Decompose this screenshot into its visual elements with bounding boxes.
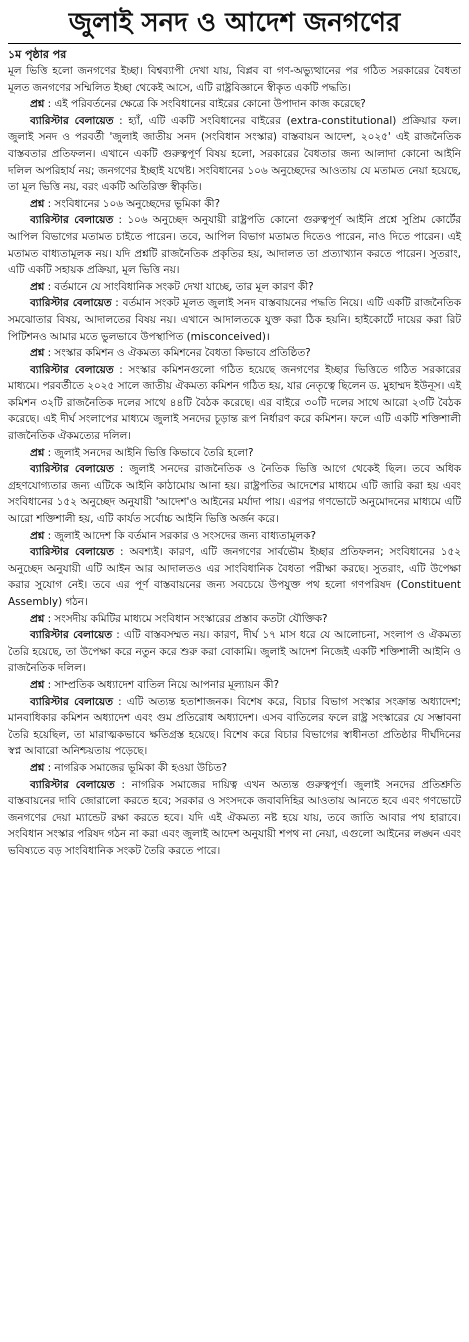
question-text: জুলাই আদেশ কি বর্তমান সরকার ও সংসদের জন্য বাধ্যতামূলক?: [54, 529, 317, 542]
answer-text: ১০৬ অনুচ্ছেদ অনুযায়ী রাষ্ট্রপতি কোনো গুরুত্বপূর্ণ আইনি প্রশ্নে সুপ্রিম কোর্টের আপিল বিভাগের মতামত চাইতে পারেন। তবে, আপিল বিভাগ মতামত দিতেও পারেন, নাও দিতে পারেন। এই মতামত বাধ্যতামূলক নয়। যদি প্রশ্নটি রাজনৈতিক প্রকৃতির হয়, আদালত তা প্রত্যাখ্যান করতে পারেন। সুতরাং, এটি একটি সহায়ক প্রক্রিয়া, মূল ভিত্তি নয়।: [8, 214, 462, 277]
answer-text: জুলাই সনদের রাজনৈতিক ও নৈতিক ভিত্তি আগে থেকেই ছিল। তবে অধিক গ্রহণযোগ্যতার জন্য এটিকে আইনি কাঠামোয় আনা হয়। রাষ্ট্রপতির আদেশের মাধ্যমে এটি জারি করা হয় এবং সংবিধানের ১৫২ অনুচ্ছেদ অনুযায়ী 'আদেশ'ও আইনের মর্যাদা পায়। এরপর গণভোটে অনুমোদনের মাধ্যমে এটি আরো শক্তিশালী হয়, এটি কার্যত সর্বোচ্চ আইনি ভিত্তি অর্জন করে।: [8, 463, 462, 526]
answer-7: ব্যারিস্টার বেলায়েত : এটি বাস্তবসম্মত নয়। কারণ, দীর্ঘ ১৭ মাস ধরে যে আলোচনা, সংলাপ ও ঐকমত্য তৈরি হয়েছে, তা উপেক্ষা করে নতুন করে শুরু করা বোকামি। জুলাই আদেশ নিজেই একটি শক্তিশালী আইনি ও রাজনৈতিক দলিল।: [8, 629, 462, 675]
question-8: প্রশ্ন : সাম্প্রতিক অধ্যাদেশ বাতিল নিয়ে আপনার মূল্যায়ন কী?: [30, 678, 280, 691]
answer-3: ব্যারিস্টার বেলায়েত : বর্তমান সংকট মূলত জুলাই সনদ বাস্তবায়নের পদ্ধতি নিয়ে। এটি একটি রাজনৈতিক সমঝোতার বিষয়, আদালতের বিষয় নয়। এখানে আদালতকে যুক্ত করা ঠিক হয়নি। হাইকোর্টে দায়ের করা রিট পিটিশনও আমার মতে ভুলভাবে উপস্থাপিত (misconceived)।: [8, 297, 461, 343]
answer-text: অবশ্যই। কারণ, এটি জনগণের সার্বভৌম ইচ্ছার প্রতিফলন; সংবিধানের ১৫২ অনুচ্ছেদ অনুযায়ী এটি আইন আর আদালতও এর সাংবিধানিক বৈধতা পরীক্ষা করছে। সুতরাং, এটি উপেক্ষা করার সুযোগ নেই। তবে এর পূর্ণ বাস্তবায়নের জন্য সবচেয়ে উপযুক্ত পথ হলো গণপরিষদ (Constituent Assembly) গঠন।: [8, 546, 462, 608]
continued-from-label: ১ম পৃষ্ঠার পর: [8, 48, 67, 61]
answer-text: বর্তমান সংকট মূলত জুলাই সনদ বাস্তবায়নের পদ্ধতি নিয়ে। এটি একটি রাজনৈতিক সমঝোতার বিষয়, আদালতের বিষয় নয়। এখানে আদালতকে যুক্ত করা ঠিক হয়নি। হাইকোর্টে দায়ের করা রিট পিটিশনও আমার মতে ভুলভাবে উপস্থাপিত (misconceived)।: [8, 297, 461, 343]
question-text: নাগরিক সমাজের ভূমিকা কী হওয়া উচিত?: [54, 761, 227, 774]
question-label: প্রশ্ন: [30, 529, 45, 542]
answer-text: এটি অত্যন্ত হতাশাজনক। বিশেষ করে, বিচার বিভাগ সংস্কার সংক্রান্ত অধ্যাদেশ; মানবাধিকার কমিশন অধ্যাদেশ এবং গুম প্রতিরোধ অধ্যাদেশ। এসব বাতিলের ফলে রাষ্ট্র সংস্কারের যে সম্ভাবনা তৈরি হয়েছিল, তা মারাত্মকভাবে ক্ষতিগ্রস্ত হয়েছে। বিশেষ করে বিচার বিভাগের স্বাধীনতা প্রতিষ্ঠার দীর্ঘদিনের স্বপ্ন আবারো অনিশ্চয়তায় পড়েছে।: [8, 695, 461, 758]
question-label: প্রশ্ন: [30, 197, 45, 210]
answer-label: ব্যারিস্টার বেলায়েত: [30, 463, 114, 476]
answer-6: ব্যারিস্টার বেলায়েত : অবশ্যই। কারণ, এটি জনগণের সার্বভৌম ইচ্ছার প্রতিফলন; সংবিধানের ১৫২ অনুচ্ছেদ অনুযায়ী এটি আইন আর আদালতও এর সাংবিধানিক বৈধতা পরীক্ষা করছে। সুতরাং, এটি উপেক্ষা করার সুযোগ নেই। তবে এর পূর্ণ বাস্তবায়নের জন্য সবচেয়ে উপযুক্ত পথ হলো গণপরিষদ (Constituent Assembly) গঠন।: [8, 546, 462, 608]
answer-9: ব্যারিস্টার বেলায়েত : নাগরিক সমাজের দায়িত্ব এখন অত্যন্ত গুরুত্বপূর্ণ। জুলাই সনদের প্রতিশ্রুতি বাস্তবায়নের দাবি জোরালো করতে হবে; সরকার ও সংসদকে জবাবদিহির আওতায় আনতে হবে এবং গণভোটে জনগণের দেয়া ম্যান্ডেট রক্ষা করতে হবে। যদি এই ঐকমত্য নষ্ট হয়ে যায়, তবে জাতি আবার পথ হারাবে। সংবিধান সংস্কার পরিষদ গঠন না করা এবং জুলাই আদেশ অনুযায়ী শপথ না নেয়া, এগুলো আইনের লঙ্ঘন এবং ভবিষ্যতে বড় সাংবিধানিক সংকট তৈরি করতে পারে।: [8, 778, 461, 857]
answer-label: ব্যারিস্টার বেলায়েত: [30, 629, 113, 642]
question-4: প্রশ্ন : সংস্কার কমিশন ও ঐকমত্য কমিশনের বৈধতা কিভাবে প্রতিষ্ঠিত?: [30, 347, 311, 360]
answer-text: এটি বাস্তবসম্মত নয়। কারণ, দীর্ঘ ১৭ মাস ধরে যে আলোচনা, সংলাপ ও ঐকমত্য তৈরি হয়েছে, তা উপেক্ষা করে নতুন করে শুরু করা বোকামি। জুলাই আদেশ নিজেই একটি শক্তিশালী আইনি ও রাজনৈতিক দলিল।: [8, 629, 462, 675]
answer-label: ব্যারিস্টার বেলায়েত: [30, 778, 115, 791]
answer-label: ব্যারিস্টার বেলায়েত: [30, 363, 114, 376]
question-label: প্রশ্ন: [30, 347, 45, 360]
question-label: প্রশ্ন: [30, 612, 45, 625]
intro-paragraph: মূল ভিত্তি হলো জনগণের ইচ্ছা। বিশ্বব্যাপী দেখা যায়, বিপ্লব বা গণ-অভ্যুত্থানের পর গঠিত সরকারের বৈধতা মূলত জনগণের সম্মিলিত ইচ্ছা থেকেই আসে, এটি রাষ্ট্রবিজ্ঞানে স্বীকৃত একটি পদ্ধতি।: [8, 65, 461, 94]
question-5: প্রশ্ন : জুলাই সনদের আইনি ভিত্তি কিভাবে তৈরি হলো?: [30, 446, 254, 459]
answer-text: হ্যাঁ, এটি একটি সংবিধানের বাইরের (extra-constitutional) প্রক্রিয়ার ফল। জুলাই সনদ ও পরবর্তী 'জুলাই জাতীয় সনদ (সংবিধান সংস্কার) বাস্তবায়ন আদেশ, ২০২৫' এই রাজনৈতিক বাস্তবতার প্রতিফলন। এখানে একটি গুরুত্বপূর্ণ বিষয় হলো, সরকারের বৈধতার জন্য আলাদা কোনো আইনি দলিল অপরিহার্য নয়; জনগণের ইচ্ছাই যথেষ্ট। সংবিধানের ১০৬ অনুচ্ছেদের আওতায় যে মতামত নেয়া হয়েছে, তা মূল ভিত্তি নয়, বরং একটি অতিরিক্ত স্বীকৃতি।: [8, 114, 461, 194]
question-3: প্রশ্ন : বর্তমানে যে সাংবিধানিক সংকট দেখা যাচ্ছে, তার মূল কারণ কী?: [30, 280, 314, 293]
question-label: প্রশ্ন: [30, 280, 45, 293]
question-label: প্রশ্ন: [30, 98, 45, 111]
answer-text: সংস্কার কমিশনগুলো গঠিত হয়েছে জনগণের ইচ্ছার ভিত্তিতে গঠিত সরকারের মাধ্যমে। পরবর্তীতে ২০২৫ সালে জাতীয় ঐকমত্য কমিশন গঠিত হয়, যার নেতৃত্বে ছিলেন ড. মুহাম্মদ ইউনূস। এই কমিশন ৩২টি রাজনৈতিক দলের সাথে ৪৪টি বৈঠক করেছে। এর বাইরে ৩০টি দলের সাথে আরো ২৩টি বৈঠক করেছে। এই দীর্ঘ সংলাপের মাধ্যমে জুলাই সনদের চূড়ান্ত রূপ নির্ধারণ করে কমিশন। ফলে এটি একটি শক্তিশালী রাজনৈতিক ঐকমত্যের দলিল।: [8, 363, 462, 443]
question-label: প্রশ্ন: [30, 678, 45, 691]
article-body: [8, 63, 461, 860]
question-text: সংসদীয় কমিটির মাধ্যমে সংবিধান সংস্কারের প্রস্তাব কতটা যৌক্তিক?: [54, 612, 328, 625]
question-6: প্রশ্ন : জুলাই আদেশ কি বর্তমান সরকার ও সংসদের জন্য বাধ্যতামূলক?: [30, 529, 317, 542]
question-text: জুলাই সনদের আইনি ভিত্তি কিভাবে তৈরি হলো?: [54, 446, 254, 459]
answer-label: ব্যারিস্টার বেলায়েত: [30, 546, 114, 559]
question-1: প্রশ্ন : এই পরিবর্তনের ক্ষেত্রে কি সংবিধানের বাইরের কোনো উপাদান কাজ করেছে?: [30, 98, 366, 111]
question-text: সাম্প্রতিক অধ্যাদেশ বাতিল নিয়ে আপনার মূল্যায়ন কী?: [54, 678, 280, 691]
answer-label: ব্যারিস্টার বেলায়েত: [30, 297, 112, 310]
answer-label: ব্যারিস্টার বেলায়েত: [30, 114, 114, 127]
answer-text: নাগরিক সমাজের দায়িত্ব এখন অত্যন্ত গুরুত্বপূর্ণ। জুলাই সনদের প্রতিশ্রুতি বাস্তবায়নের দাবি জোরালো করতে হবে; সরকার ও সংসদকে জবাবদিহির আওতায় আনতে হবে এবং গণভোটে জনগণের দেয়া ম্যান্ডেট রক্ষা করতে হবে। যদি এই ঐকমত্য নষ্ট হয়ে যায়, তবে জাতি আবার পথ হারাবে। সংবিধান সংস্কার পরিষদ গঠন না করা এবং জুলাই আদেশ অনুযায়ী শপথ না নেয়া, এগুলো আইনের লঙ্ঘন এবং ভবিষ্যতে বড় সাংবিধানিক সংকট তৈরি করতে পারে।: [8, 778, 461, 857]
answer-label: ব্যারিস্টার বেলায়েত: [30, 214, 114, 227]
answer-label: ব্যারিস্টার বেলায়েত: [30, 695, 113, 708]
answer-1: ব্যারিস্টার বেলায়েত : হ্যাঁ, এটি একটি সংবিধানের বাইরের (extra-constitutional) প্রক্রিয়ার ফল। জুলাই সনদ ও পরবর্তী 'জুলাই জাতীয় সনদ (সংবিধান সংস্কার) বাস্তবায়ন আদেশ, ২০২৫' এই রাজনৈতিক বাস্তবতার প্রতিফলন। এখানে একটি গুরুত্বপূর্ণ বিষয় হলো, সরকারের বৈধতার জন্য আলাদা কোনো আইনি দলিল অপরিহার্য নয়; জনগণের ইচ্ছাই যথেষ্ট। সংবিধানের ১০৬ অনুচ্ছেদের আওতায় যে মতামত নেয়া হয়েছে, তা মূল ভিত্তি নয়, বরং একটি অতিরিক্ত স্বীকৃতি।: [8, 114, 461, 194]
question-9: প্রশ্ন : নাগরিক সমাজের ভূমিকা কী হওয়া উচিত?: [30, 761, 227, 774]
question-text: সংবিধানের ১০৬ অনুচ্ছেদের ভূমিকা কী?: [54, 197, 220, 210]
question-text: বর্তমানে যে সাংবিধানিক সংকট দেখা যাচ্ছে, তার মূল কারণ কী?: [54, 280, 314, 293]
question-text: এই পরিবর্তনের ক্ষেত্রে কি সংবিধানের বাইরের কোনো উপাদান কাজ করেছে?: [54, 98, 366, 111]
question-7: প্রশ্ন : সংসদীয় কমিটির মাধ্যমে সংবিধান সংস্কারের প্রস্তাব কতটা যৌক্তিক?: [30, 612, 328, 625]
question-label: প্রশ্ন: [30, 446, 45, 459]
headline-divider: [8, 43, 461, 44]
answer-5: ব্যারিস্টার বেলায়েত : জুলাই সনদের রাজনৈতিক ও নৈতিক ভিত্তি আগে থেকেই ছিল। তবে অধিক গ্রহণযোগ্যতার জন্য এটিকে আইনি কাঠামোয় আনা হয়। রাষ্ট্রপতির আদেশের মাধ্যমে এটি জারি করা হয় এবং সংবিধানের ১৫২ অনুচ্ছেদ অনুযায়ী 'আদেশ'ও আইনের মর্যাদা পায়। এরপর গণভোটে অনুমোদনের মাধ্যমে এটি আরো শক্তিশালী হয়, এটি কার্যত সর্বোচ্চ আইনি ভিত্তি অর্জন করে।: [8, 463, 462, 526]
headline: জুলাই সনদ ও আদেশ জনগণের: [68, 8, 401, 38]
answer-2: ব্যারিস্টার বেলায়েত : ১০৬ অনুচ্ছেদ অনুযায়ী রাষ্ট্রপতি কোনো গুরুত্বপূর্ণ আইনি প্রশ্নে সুপ্রিম কোর্টের আপিল বিভাগের মতামত চাইতে পারেন। তবে, আপিল বিভাগ মতামত দিতেও পারেন, নাও দিতে পারেন। এই মতামত বাধ্যতামূলক নয়। যদি প্রশ্নটি রাজনৈতিক প্রকৃতির হয়, আদালত তা প্রত্যাখ্যান করতে পারেন। সুতরাং, এটি একটি সহায়ক প্রক্রিয়া, মূল ভিত্তি নয়।: [8, 214, 462, 277]
answer-8: ব্যারিস্টার বেলায়েত : এটি অত্যন্ত হতাশাজনক। বিশেষ করে, বিচার বিভাগ সংস্কার সংক্রান্ত অধ্যাদেশ; মানবাধিকার কমিশন অধ্যাদেশ এবং গুম প্রতিরোধ অধ্যাদেশ। এসব বাতিলের ফলে রাষ্ট্র সংস্কারের যে সম্ভাবনা তৈরি হয়েছিল, তা মারাত্মকভাবে ক্ষতিগ্রস্ত হয়েছে। বিশেষ করে বিচার বিভাগের স্বাধীনতা প্রতিষ্ঠার দীর্ঘদিনের স্বপ্ন আবারো অনিশ্চয়তায় পড়েছে।: [8, 695, 461, 758]
question-text: সংস্কার কমিশন ও ঐকমত্য কমিশনের বৈধতা কিভাবে প্রতিষ্ঠিত?: [54, 347, 311, 360]
question-2: প্রশ্ন : সংবিধানের ১০৬ অনুচ্ছেদের ভূমিকা কী?: [30, 197, 220, 210]
answer-4: ব্যারিস্টার বেলায়েত : সংস্কার কমিশনগুলো গঠিত হয়েছে জনগণের ইচ্ছার ভিত্তিতে গঠিত সরকারের মাধ্যমে। পরবর্তীতে ২০২৫ সালে জাতীয় ঐকমত্য কমিশন গঠিত হয়, যার নেতৃত্বে ছিলেন ড. মুহাম্মদ ইউনূস। এই কমিশন ৩২টি রাজনৈতিক দলের সাথে ৪৪টি বৈঠক করেছে। এর বাইরে ৩০টি দলের সাথে আরো ২৩টি বৈঠক করেছে। এই দীর্ঘ সংলাপের মাধ্যমে জুলাই সনদের চূড়ান্ত রূপ নির্ধারণ করে কমিশন। ফলে এটি একটি শক্তিশালী রাজনৈতিক ঐকমত্যের দলিল।: [8, 363, 462, 443]
question-label: প্রশ্ন: [30, 761, 45, 774]
